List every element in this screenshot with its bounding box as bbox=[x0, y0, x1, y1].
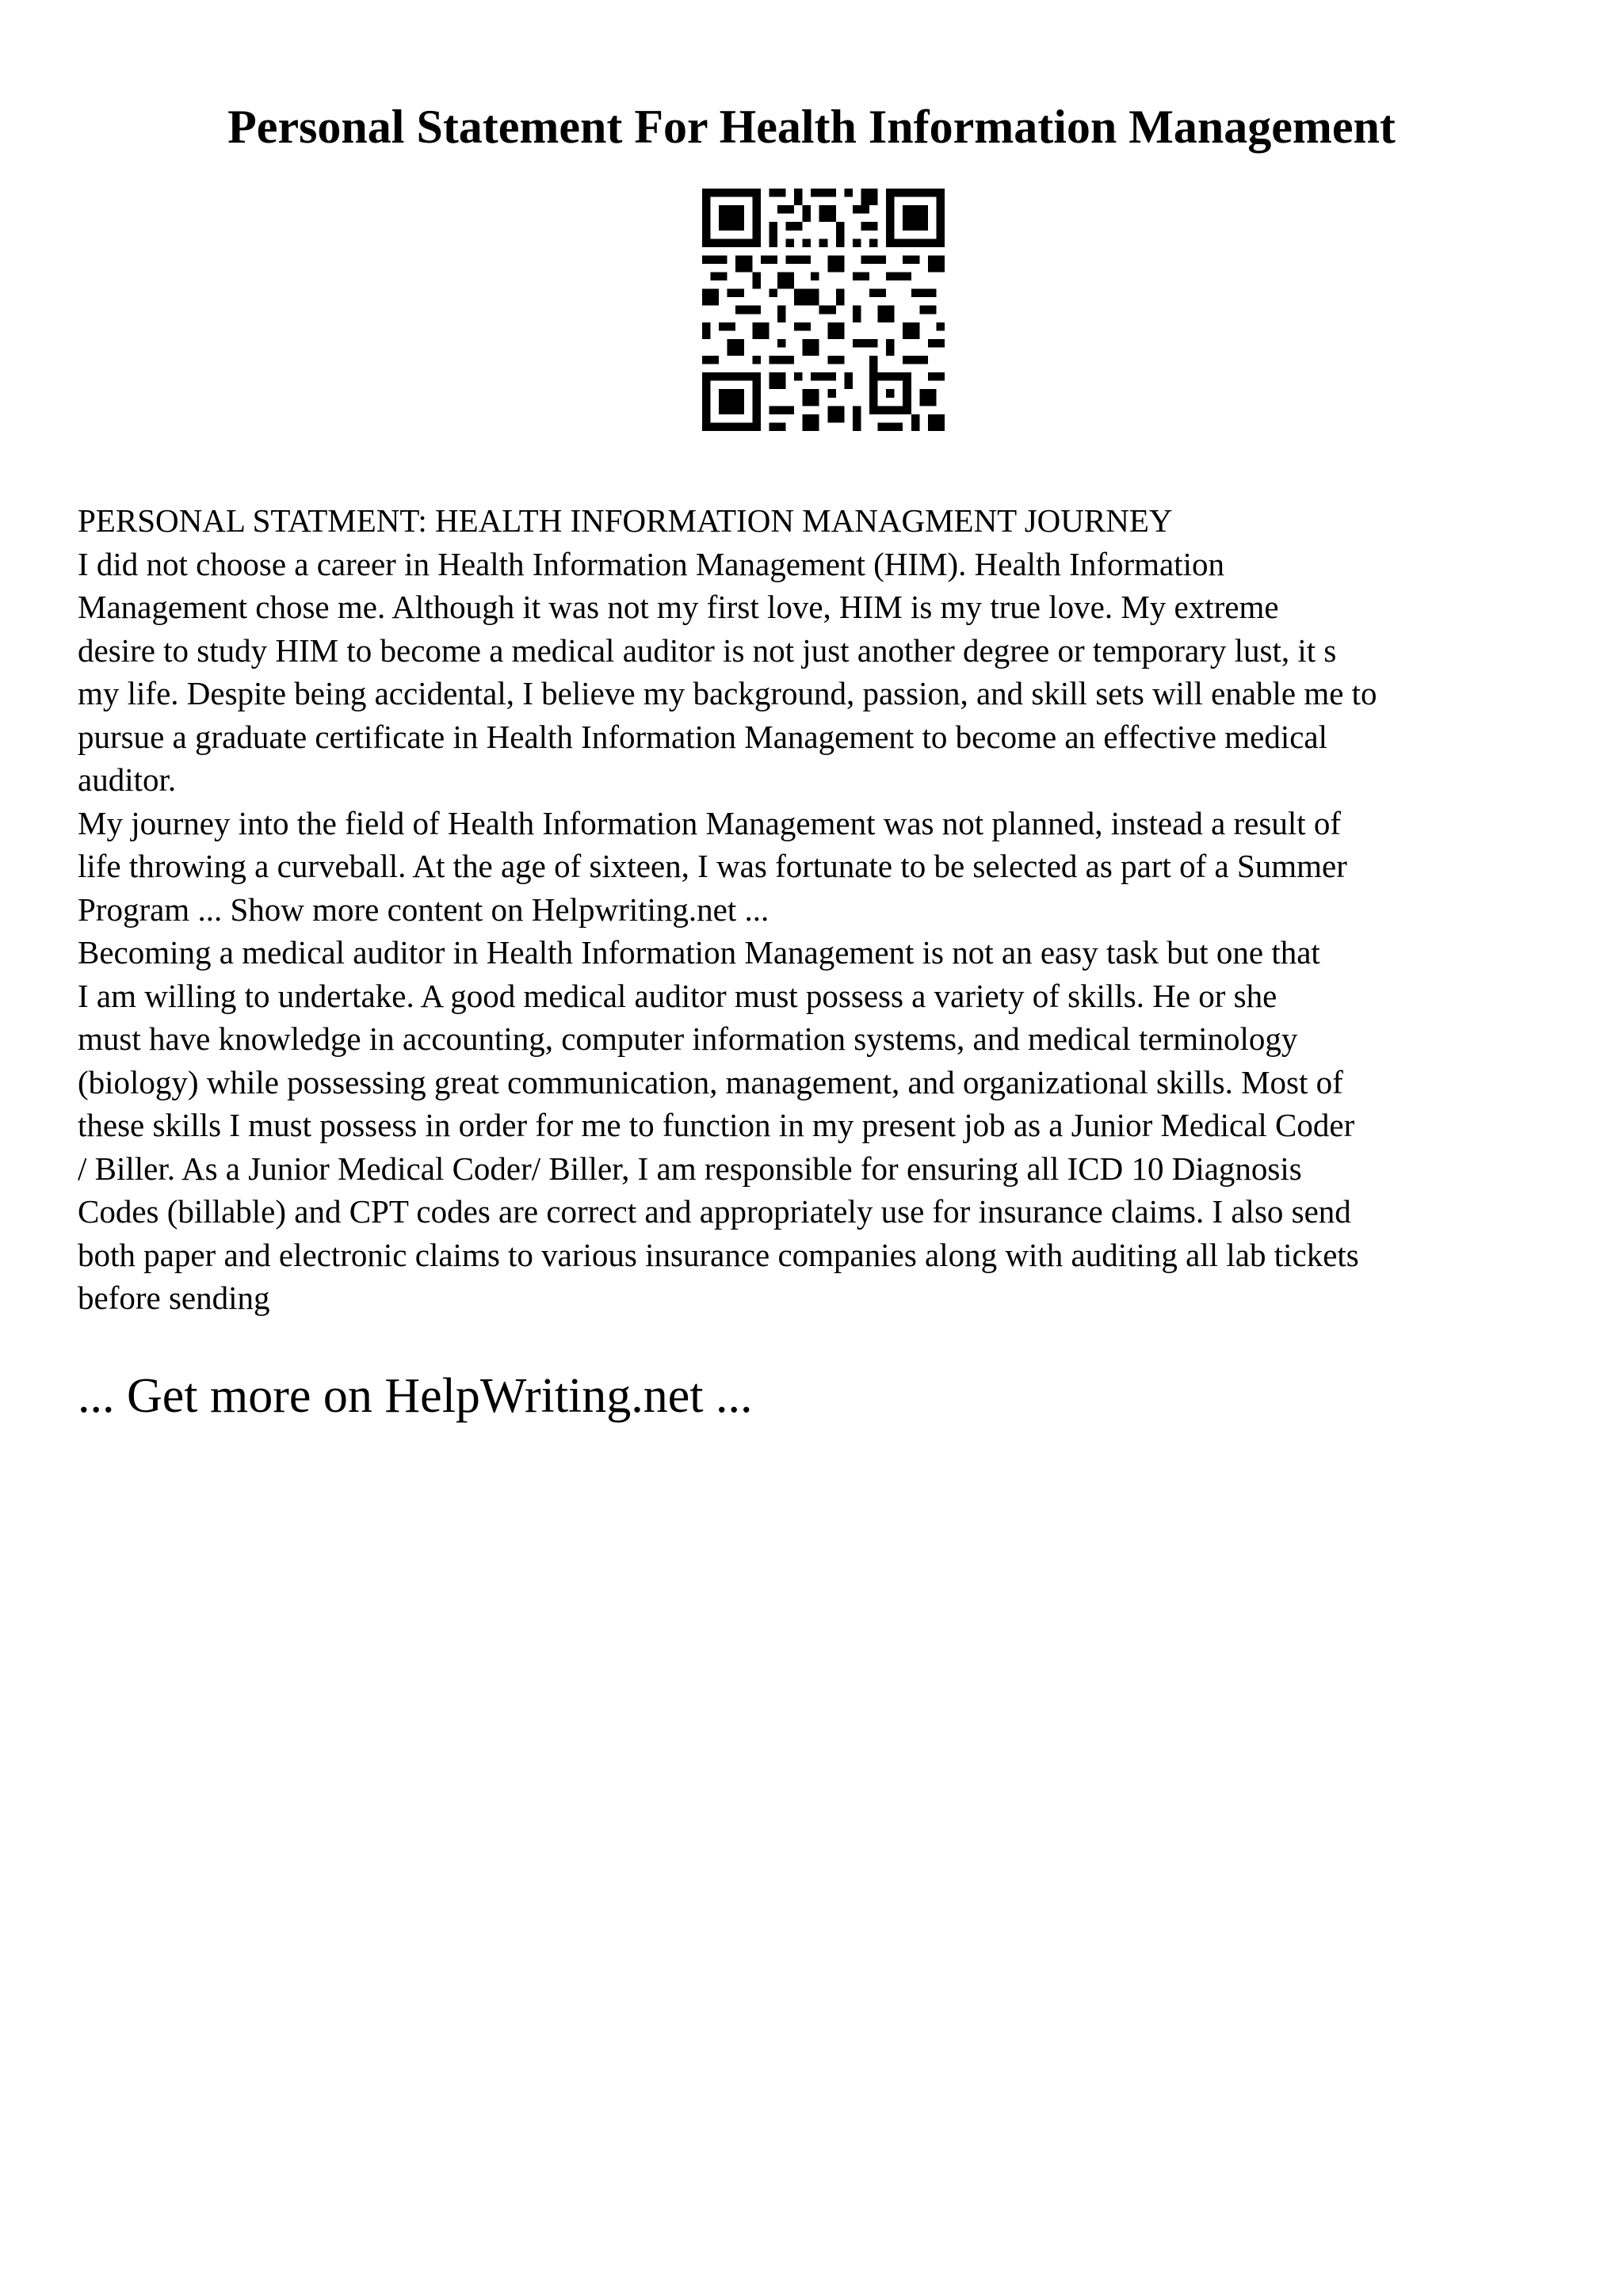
text-line: / Biller. As a Junior Medical Coder/ Biller, I am responsible for ensuring all ICD 10 Diagnosis bbox=[78, 1150, 1302, 1187]
text-line: must have knowledge in accounting, computer information systems, and medical terminology bbox=[78, 1020, 1298, 1057]
text-line: (biology) while possessing great communication, management, and organizational skills. Most of bbox=[78, 1063, 1343, 1100]
qr-code-graphic bbox=[702, 189, 945, 431]
text-line: both paper and electronic claims to various insurance companies along with auditing all lab tickets bbox=[78, 1236, 1359, 1273]
text-line: my life. Despite being accidental, I believe my background, passion, and skill sets will enable me to bbox=[78, 675, 1377, 711]
text-line: My journey into the field of Health Information Management was not planned, instead a result of bbox=[78, 804, 1342, 841]
text-line: I am willing to undertake. A good medical auditor must possess a variety of skills. He or she bbox=[78, 977, 1277, 1014]
statement-heading: PERSONAL STATMENT: HEALTH INFORMATION MANAGMENT JOURNEY bbox=[78, 502, 1173, 539]
text-line: I did not choose a career in Health Information Management (HIM). Health Information bbox=[78, 545, 1225, 582]
statement-body bbox=[78, 499, 1568, 1320]
text-line: Codes (billable) and CPT codes are correct and appropriately use for insurance claims. I also send bbox=[78, 1193, 1351, 1230]
text-line: these skills I must possess in order for me to function in my present job as a Junior Medical Coder bbox=[78, 1107, 1355, 1143]
text-line: pursue a graduate certificate in Health Information Management to become an effective medical bbox=[78, 718, 1328, 755]
text-line: Management chose me. Although it was not my first love, HIM is my true love. My extreme bbox=[78, 589, 1279, 625]
qr-code[interactable] bbox=[702, 189, 945, 431]
text-line: life throwing a curveball. At the age of sixteen, I was fortunate to be selected as part of a Summer bbox=[78, 848, 1347, 884]
text-line: auditor. bbox=[78, 761, 177, 798]
text-line: Becoming a medical auditor in Health Information Management is not an easy task but one that bbox=[78, 934, 1320, 971]
get-more-link[interactable]: ... Get more on HelpWriting.net ... bbox=[78, 1369, 753, 1423]
text-line: before sending bbox=[78, 1280, 270, 1316]
text-line: desire to study HIM to become a medical auditor is not just another degree or temporary lust, it s bbox=[78, 631, 1337, 669]
show-more-link[interactable]: Program ... Show more content on Helpwriting.net ... bbox=[78, 891, 769, 928]
document-title: Personal Statement For Health Information Management bbox=[227, 101, 1396, 153]
